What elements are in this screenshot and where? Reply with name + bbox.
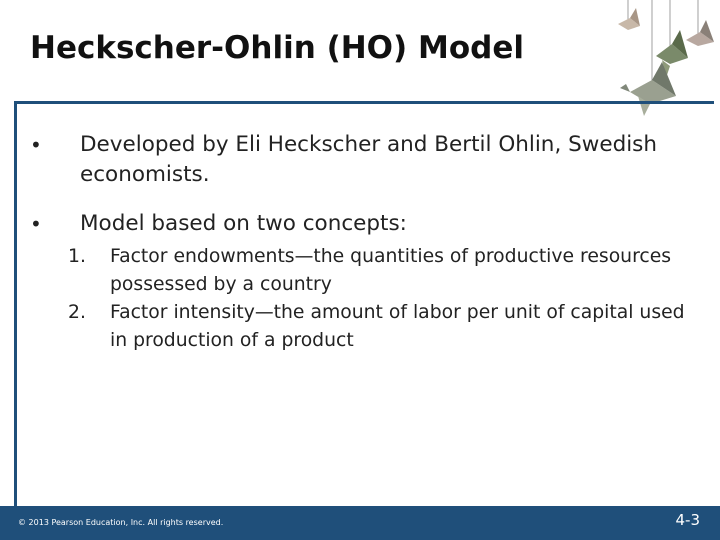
bullet-marker: • [30, 212, 42, 236]
copyright-notice: © 2013 Pearson Education, Inc. All rights reserved. [18, 518, 224, 527]
numbered-item [68, 243, 690, 299]
bullet-text: Developed by Eli Heckscher and Bertil Ohlin, Swedish economists. [80, 132, 658, 187]
page-number: 4-3 [675, 511, 700, 529]
bullet-item [30, 209, 690, 239]
numbered-item [68, 299, 690, 355]
item-text: Factor endowments—the quantities of productive resources possessed by a country [110, 246, 672, 295]
slide-title: Heckscher-Ohlin (HO) Model [30, 30, 524, 66]
numbered-list [30, 243, 690, 355]
title-divider [14, 101, 714, 104]
bullet-marker: • [30, 133, 42, 157]
item-number: 2. [68, 302, 86, 323]
item-number: 1. [68, 246, 86, 267]
bullet-text: Model based on two concepts: [80, 211, 407, 236]
slide-content [30, 130, 690, 355]
item-text: Factor intensity—the amount of labor per unit of capital used in production of a product [110, 302, 685, 351]
left-border [14, 104, 17, 506]
bullet-item [30, 130, 690, 190]
